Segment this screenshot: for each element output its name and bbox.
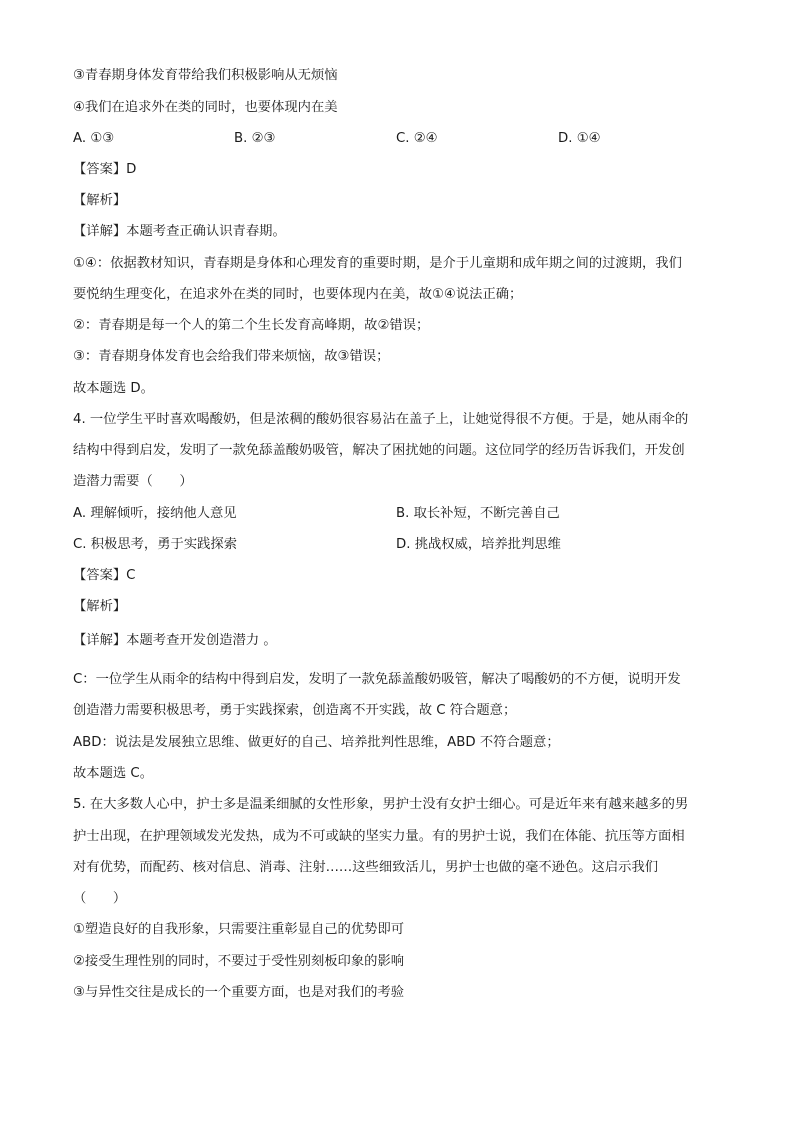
q4-option-a: A. 理解倾听，接纳他人意见 bbox=[73, 506, 237, 521]
q5-statement-2: ②接受生理性别的同时，不要过于受性别刻板印象的影响 bbox=[73, 954, 405, 969]
q4-explanation-2: ABD：说法是发展独立思维、做更好的自己、培养批判性思维，ABD 不符合题意； bbox=[73, 735, 560, 750]
q4-explanation-1b: 创造潜力需要积极思考，勇于实践探索，创造离不开实践，故 C 符合题意； bbox=[73, 703, 517, 718]
q3-option-b: B. ②③ bbox=[234, 131, 276, 146]
q4-analysis-heading: 【解析】 bbox=[73, 599, 127, 614]
q5-stem-2: 护士出现，在护理领域发光发热，成为不可或缺的坚实力量。有的男护士说，我们在体能、抗压等方面相 bbox=[73, 829, 685, 844]
q3-detail: 【详解】本题考查正确认识青春期。 bbox=[73, 224, 286, 239]
q4-option-b: B. 取长补短，不断完善自己 bbox=[396, 506, 560, 521]
q5-statement-1: ①塑造良好的自我形象，只需要注重彰显自己的优势即可 bbox=[73, 922, 405, 937]
q3-conclusion: 故本题选 D。 bbox=[73, 381, 154, 396]
q5-stem-1: 5. 在大多数人心中，护士多是温柔细腻的女性形象，男护士没有女护士细心。可是近年来有越来越多的男 bbox=[73, 797, 689, 812]
q4-detail: 【详解】本题考查开发创造潜力 。 bbox=[73, 633, 277, 648]
q4-answer: 【答案】C bbox=[73, 568, 136, 583]
q3-option-d: D. ①④ bbox=[558, 131, 601, 146]
q4-conclusion: 故本题选 C。 bbox=[73, 766, 153, 781]
q3-statement-3: ③青春期身体发育带给我们积极影响从无烦恼 bbox=[73, 68, 338, 83]
q3-option-a: A. ①③ bbox=[73, 131, 115, 146]
q4-explanation-1a: C：一位学生从雨伞的结构中得到启发，发明了一款免舔盖酸奶吸管，解决了喝酸奶的不方便，说明开发 bbox=[73, 672, 681, 687]
q3-explanation-3: ③：青春期身体发育也会给我们带来烦恼，故③错误； bbox=[73, 349, 390, 364]
q3-explanation-2: ②：青春期是每一个人的第二个生长发育高峰期，故②错误； bbox=[73, 318, 430, 333]
q3-explanation-1a: ①④：依据教材知识，青春期是身体和心理发育的重要时期，是介于儿童期和成年期之间的过渡期，我们 bbox=[73, 256, 682, 271]
q3-explanation-1b: 要悦纳生理变化，在追求外在类的同时，也要体现内在美，故①④说法正确； bbox=[73, 287, 523, 302]
q3-analysis-heading: 【解析】 bbox=[73, 193, 127, 208]
q4-option-d: D. 挑战权威，培养批判思维 bbox=[396, 537, 561, 552]
q3-option-c: C. ②④ bbox=[396, 131, 438, 146]
q4-stem-2: 结构中得到启发，发明了一款免舔盖酸奶吸管，解决了困扰她的问题。这位同学的经历告诉我们，开发创 bbox=[73, 443, 685, 458]
q4-stem-1: 4. 一位学生平时喜欢喝酸奶，但是浓稠的酸奶很容易沾在盖子上，让她觉得很不方便。于是，她从雨伞的 bbox=[73, 412, 689, 427]
q5-stem-3: 对有优势，而配药、核对信息、消毒、注射……这些细致活儿，男护士也做的毫不逊色。这启示我们 bbox=[73, 860, 659, 875]
q5-stem-4: （ ） bbox=[73, 891, 127, 906]
q5-statement-3: ③与异性交往是成长的一个重要方面，也是对我们的考验 bbox=[73, 985, 405, 1000]
q3-answer: 【答案】D bbox=[73, 162, 137, 177]
q4-option-c: C. 积极思考，勇于实践探索 bbox=[73, 537, 238, 552]
q4-stem-3: 造潜力需要（ ） bbox=[73, 474, 193, 489]
q3-statement-4: ④我们在追求外在类的同时，也要体现内在美 bbox=[73, 100, 338, 115]
